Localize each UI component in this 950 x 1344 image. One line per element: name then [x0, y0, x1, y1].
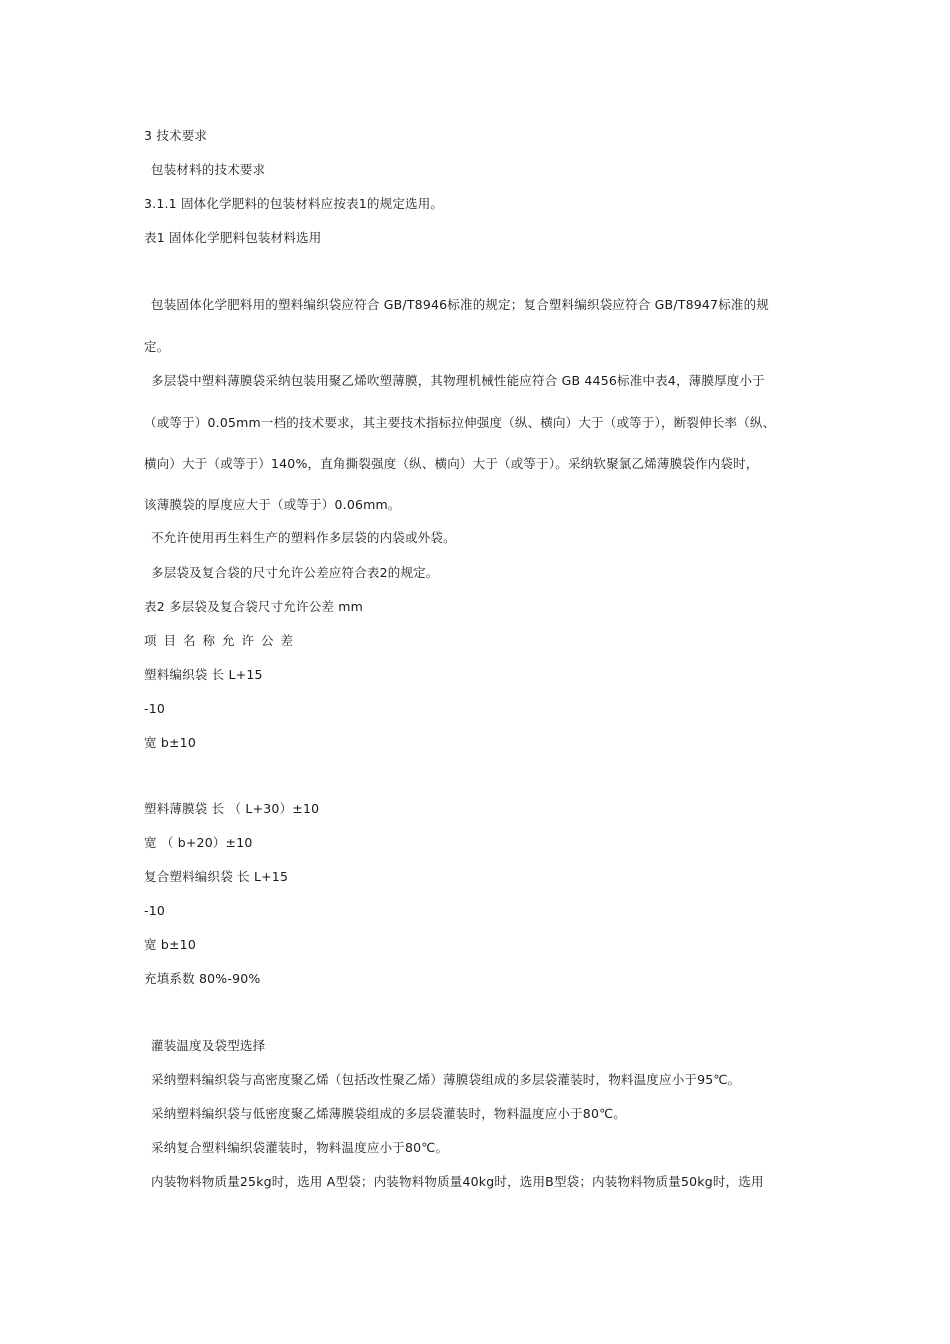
table-row: 复合塑料编织袋 长 L+15	[144, 869, 289, 884]
table-row: 宽 b±10	[144, 937, 196, 952]
paragraph-line: 定。	[144, 339, 170, 354]
paragraph-line: 多层袋及复合袋的尺寸允许公差应符合表2的规定。	[151, 565, 439, 580]
table-row: -10	[144, 701, 166, 716]
paragraph-line: 横向）大于（或等于）140%，直角撕裂强度（纵、横向）大于（或等于）。采纳软聚氯乙烯薄膜袋作内袋时，	[144, 456, 759, 471]
table-row: 充填系数 80%-90%	[144, 971, 261, 986]
paragraph-line: 多层袋中塑料薄膜袋采纳包装用聚乙烯吹塑薄膜，其物理机械性能应符合 GB 4456标准中表4，薄膜厚度小于	[151, 373, 765, 388]
table-row: 塑料编织袋 长 L+15	[144, 667, 263, 682]
table-2-caption: 表2 多层袋及复合袋尺寸允许公差 mm	[144, 599, 364, 614]
table-row: 宽 b±10	[144, 735, 196, 750]
section-heading: 3 技术要求	[144, 128, 208, 143]
table-2-header: 项目名称允许公差	[144, 633, 301, 648]
subsection-heading: 灌装温度及袋型选择	[151, 1038, 266, 1053]
table-row: 宽 （ b+20）±10	[144, 835, 253, 850]
table-row: 塑料薄膜袋 长 （ L+30）±10	[144, 801, 320, 816]
table-row: -10	[144, 903, 166, 918]
paragraph-line: 该薄膜袋的厚度应大于（或等于）0.06mm。	[144, 497, 401, 512]
paragraph-line: 采纳塑料编织袋与低密度聚乙烯薄膜袋组成的多层袋灌装时，物料温度应小于80℃。	[151, 1106, 627, 1121]
paragraph-line: 不允许使用再生料生产的塑料作多层袋的内袋或外袋。	[151, 530, 456, 545]
paragraph-line: 内装物料物质量25kg时，选用 A型袋；内装物料物质量40kg时，选用B型袋；内装物料物质量50kg时，选用	[151, 1174, 764, 1189]
paragraph-line: 采纳复合塑料编织袋灌装时，物料温度应小于80℃。	[151, 1140, 449, 1155]
paragraph-line: 包装固体化学肥料用的塑料编织袋应符合 GB/T8946标准的规定；复合塑料编织袋应符合 GB/T8947标准的规	[151, 297, 769, 312]
paragraph-line: 采纳塑料编织袋与高密度聚乙烯（包括改性聚乙烯）薄膜袋组成的多层袋灌装时，物料温度应小于95℃。	[151, 1072, 741, 1087]
subsection-heading: 包装材料的技术要求	[151, 162, 266, 177]
table-1-caption: 表1 固体化学肥料包装材料选用	[144, 230, 322, 245]
paragraph-line: （或等于）0.05mm一档的技术要求，其主要技术指标拉伸强度（纵、横向）大于（或等于），断裂伸长率（纵、	[144, 415, 776, 430]
clause-3-1-1: 3.1.1 固体化学肥料的包装材料应按表1的规定选用。	[144, 196, 444, 211]
